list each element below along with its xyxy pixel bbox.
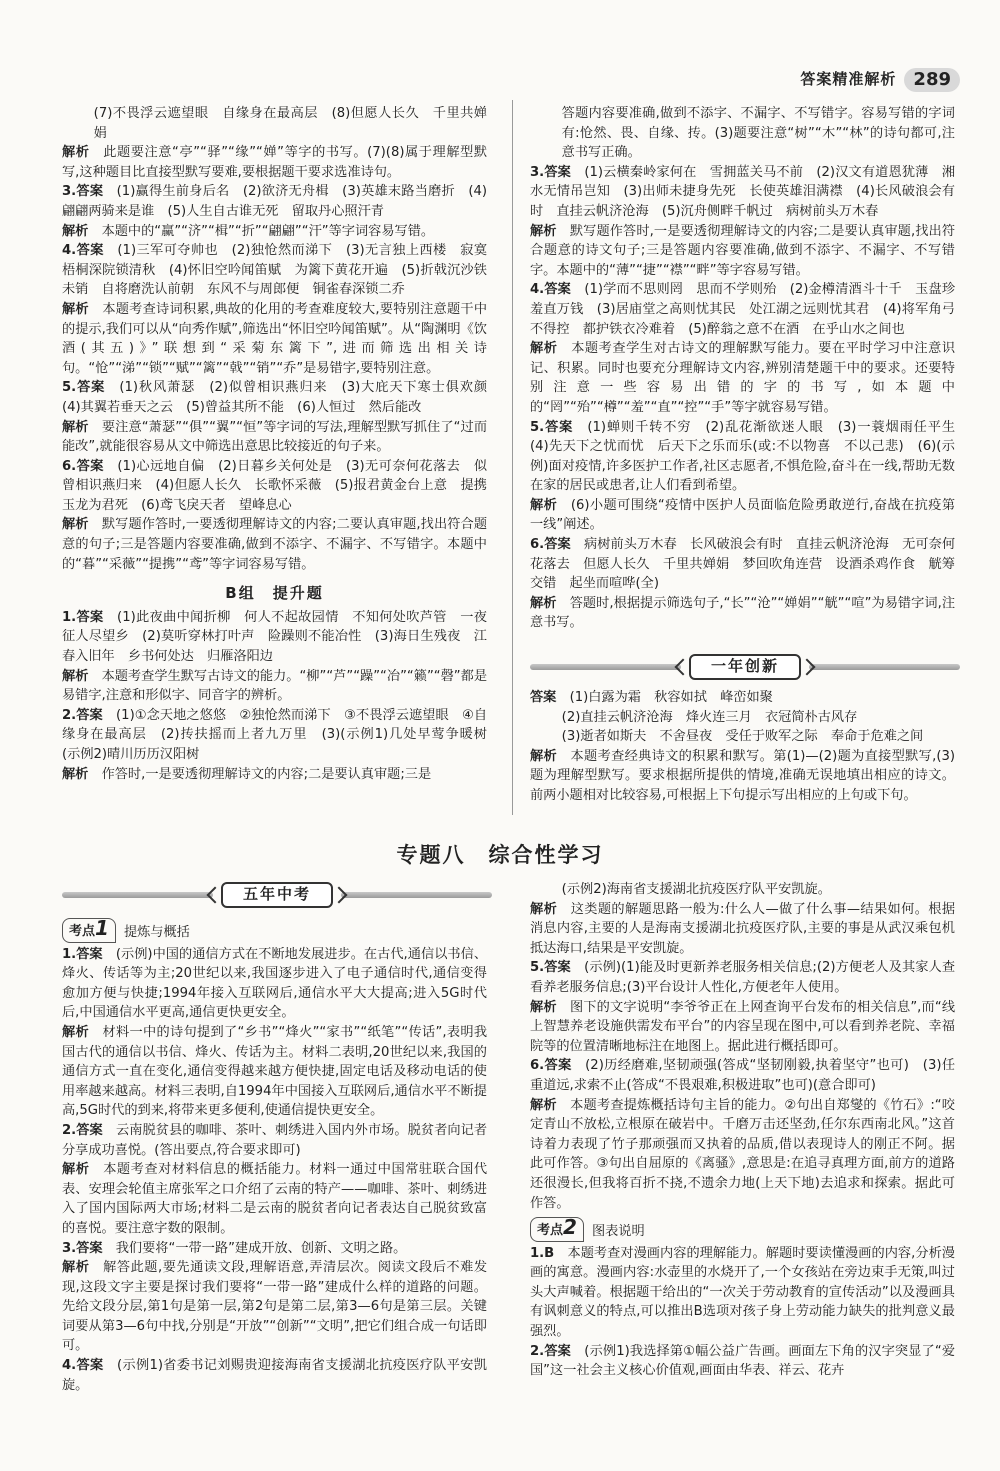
answer-entry xyxy=(530,958,955,997)
answer-entry xyxy=(62,182,487,221)
answer-entry xyxy=(62,765,487,785)
answer-entry xyxy=(530,1096,955,1214)
entry-text: 本题考查学生对古诗文的理解默写能力。要在平时学习中注意识记、积累。同时也要充分理解诗文内容,辨别清楚题干中的要求。还要特别注意一些容易出错的字的书写,如本题中的“罔”“殆”“樽”“羞”“直”“控”“手”等字就容易写错。 xyxy=(530,341,956,415)
entry-label: 解析 xyxy=(530,1097,557,1113)
entry-label: 5.答案 xyxy=(530,960,571,976)
entry-label: 3.答案 xyxy=(530,164,571,180)
entry-text: (1)心远地自偏 (2)日暮乡关何处是 (3)无可奈何花落去 似曾相识燕归来 (4)但愿人长久 长歌怀采薇 (5)报君黄金台上意 提携玉龙为君死 (6)鸢飞戾天者 望峰息心 xyxy=(62,458,488,513)
entry-label: 4.答案 xyxy=(62,243,104,259)
kaodian-1 xyxy=(62,918,487,943)
entry-text: 默写题作答时,一是要透彻理解诗文的内容;二是要认真审题,找出符合题意的诗文句子;三是答题内容要准确,做到不添字、不漏字、不写错字。本题中的“薄”“捷”“襟”“畔”等字容易写错。 xyxy=(530,223,956,278)
answer-entry xyxy=(62,418,487,457)
kaodian-2 xyxy=(530,1217,955,1242)
answer-entry xyxy=(530,535,955,594)
entry-label: 4.答案 xyxy=(530,282,571,298)
entry-text: 作答时,一是要透彻理解诗文的内容;二是要认真审题;三是 xyxy=(101,766,432,782)
group-b-list xyxy=(62,608,501,784)
answer-entry xyxy=(530,1244,955,1342)
entry-text: (2)直挂云帆济沧海 烽火连三月 衣冠简朴古风存 xyxy=(561,709,858,725)
entry-label: 解析 xyxy=(62,419,89,435)
entry-text: 我们要将“一带一路”建成开放、创新、文明之路。 xyxy=(115,1240,407,1256)
answer-entry xyxy=(62,222,487,242)
entry-text: 本题中的“赢”“济”“楫”“折”“翩翩”“汗”等字词容易写错。 xyxy=(101,223,435,239)
kaodian-badge xyxy=(62,918,116,943)
answer-list xyxy=(530,104,969,633)
entry-text: 云南脱贫县的咖啡、茶叶、刺绣进入国内外市场。脱贫者向记者分享成功喜悦。(答出要点,符合要求即可) xyxy=(62,1122,488,1158)
entry-text: (示例1)省委书记刘赐贵迎接海南省支援湖北抗疫医疗队平安凯旋。 xyxy=(62,1358,487,1393)
answer-entry xyxy=(530,998,955,1057)
answer-entry xyxy=(530,594,955,633)
entry-text: 这类题的解题思路一般为:什么人—做了什么事—结果如何。根据消息内容,主要的人是海南支援湖北抗疫医疗队,主要的事是从武汉乘包机抵达海口,结果是平安凯旋。 xyxy=(530,901,956,956)
kaodian-title: 图表说明 xyxy=(591,1224,645,1240)
innovation-banner xyxy=(530,652,960,682)
innovation-tag: 一年创新 xyxy=(689,654,801,680)
entry-label: 解析 xyxy=(62,223,89,239)
entry-label: 解析 xyxy=(62,517,89,533)
entry-label: 解析 xyxy=(530,901,558,917)
entry-text: 本题考查对材料信息的概括能力。材料一通过中国常驻联合国代表、安理会轮值主席张军之口介绍了云南的特产——咖啡、茶叶、刺绣进入了国内国际两大市场;材料二是云南的脱贫者向记者表达自己脱贫致富的喜悦。要注意字数的限制。 xyxy=(62,1162,488,1236)
entry-text: (1)三军可夺帅也 (2)独怆然而涕下 (3)无言独上西楼 寂寞梧桐深院锁清秋 (4)怀旧空吟闻笛赋 为篱下黄花开遍 (5)折戟沉沙铁未销 自将磨洗认前朝 东风不与周郎便 铜雀春深锁二乔 xyxy=(62,243,488,298)
banner-rule xyxy=(341,892,492,898)
answer-entry xyxy=(62,1356,487,1395)
answer-list xyxy=(62,945,487,1396)
entry-label: 解析 xyxy=(62,301,89,317)
entry-label: 5.答案 xyxy=(62,380,106,396)
answer-entry xyxy=(530,747,955,806)
answer-entry xyxy=(530,496,955,535)
kaodian-prefix: 考点 xyxy=(69,924,96,939)
answer-entry xyxy=(530,727,955,747)
entry-label: 1.B xyxy=(530,1245,555,1261)
answer-entry xyxy=(530,339,955,417)
answer-list xyxy=(530,1244,955,1381)
group-b-title: B组 提升题 xyxy=(225,584,324,603)
entry-text: (1)学而不思则罔 思而不学则殆 (2)金樽清酒斗十千 玉盘珍羞直万钱 (3)居庙堂之高则忧其民 处江湖之远则忧其君 (4)将军角弓不得控 都护铁衣冷难着 (5)醉翁之意不在酒 在乎山水之间也 xyxy=(530,282,956,337)
entry-label: 解析 xyxy=(62,145,90,161)
answer-entry xyxy=(530,1342,955,1381)
entry-text: (7)不畏浮云遮望眼 自缘身在最高层 (8)但愿人长久 千里共婵娟 xyxy=(93,106,487,141)
entry-label: 解析 xyxy=(530,595,557,611)
right-column-top xyxy=(530,104,969,633)
entry-text: (3)逝者如斯夫 不舍昼夜 受任于败军之际 奉命于危难之间 xyxy=(561,729,924,745)
entry-label: 解析 xyxy=(530,748,558,764)
entry-text: (1)蝉则千转不穷 (2)乱花渐欲迷人眼 (3)一蓑烟雨任平生 (4)先天下之忧而忧 后天下之乐而乐(或:不以物喜 不以己悲) (6)(示例)面对疫情,许多医护工作者,社区志愿者,不惧危险,奋斗在一线,帮助无数在家的居民或患者,让人们看到希望。 xyxy=(530,419,969,494)
entry-label: 3.答案 xyxy=(62,184,104,200)
answer-entry xyxy=(62,1160,487,1238)
entry-text: (示例)中国的通信方式在不断地发展进步。在古代,通信以书信、烽火、传话等为主;20世纪以来,我国逐步进入了电子通信时代,通信变得愈加方便与快捷;1994年接入互联网后,通信水平大大提高;进入5G时代后,中国通信水平更高,通信更快更安全。 xyxy=(62,946,488,1021)
left-column-bottom xyxy=(62,914,487,1395)
answer-entry xyxy=(530,688,955,708)
entry-label: 解析 xyxy=(62,1024,89,1040)
entry-label: 解析 xyxy=(530,999,557,1015)
answer-entry xyxy=(530,880,955,900)
entry-text: 答题时,根据提示筛选句子,“长”“沧”“婵娟”“觥”“喧”为易错字词,注意书写。 xyxy=(530,595,956,631)
entry-label: 1.答案 xyxy=(62,946,103,962)
entry-label: 答案 xyxy=(530,690,557,705)
answer-entry xyxy=(530,280,955,339)
entry-text: (1)云横秦岭家何在 雪拥蓝关马不前 (2)汉文有道恩犹薄 湘水无情吊岂知 (3)出师未捷身先死 长使英雄泪满襟 (4)长风破浪会有时 直挂云帆济沧海 (5)沉舟侧畔千帆过 病树前头万木春 xyxy=(530,164,956,219)
answer-entry xyxy=(530,1056,955,1095)
five-year-tag: 五年中考 xyxy=(221,882,333,908)
answer-entry xyxy=(62,457,487,516)
banner-rule xyxy=(62,892,213,898)
entry-text: 病树前头万木春 长风破浪会有时 直挂云帆济沧海 无可奈何花落去 但愿人长久 千里共婵娟 梦回吹角连营 设酒杀鸡作食 觥筹交错 起坐而喧哗(全) xyxy=(530,537,956,592)
column-divider xyxy=(512,100,513,815)
entry-label: 解析 xyxy=(530,341,558,357)
entry-text: 要注意“萧瑟”“俱”“翼”“恒”等字词的写法,理解型默写抓住了“过而能改”,就能很容易从文中筛选出意思比较接近的句子来。 xyxy=(62,419,488,455)
answer-entry xyxy=(62,515,487,574)
entry-text: 答题内容要准确,做到不添字、不漏字、不写错字。容易写错的字词有:怆然、畏、自缘、抟。(3)题要注意“树”“木”“林”的诗句都可,注意书写正确。 xyxy=(561,106,955,161)
entry-label: 2.答案 xyxy=(62,1122,103,1138)
entry-text: 本题考查学生默写古诗文的能力。“柳”“芦”“躁”“冶”“籁”“磬”都是易错字,注意和形似字、同音字的辨析。 xyxy=(62,668,488,704)
entry-text: (1)赢得生前身后名 (2)欲济无舟楫 (3)英雄末路当磨折 (4)翩翩两骑来是谁 (5)人生自古谁无死 留取丹心照汗青 xyxy=(62,184,488,219)
entry-label: 解析 xyxy=(530,497,558,513)
kaodian-title: 提炼与概括 xyxy=(123,925,190,940)
entry-label: 解析 xyxy=(62,766,89,782)
entry-text: (6)小题可围绕“疫情中医护人员面临危险勇敢逆行,奋战在抗疫第一线”阐述。 xyxy=(530,497,956,533)
answer-entry xyxy=(62,1258,487,1356)
page-header xyxy=(800,68,960,92)
page-number: 289 xyxy=(904,68,960,92)
entry-label: 3.答案 xyxy=(62,1240,103,1256)
entry-label: 6.答案 xyxy=(530,537,571,553)
entry-text: 本题考查诗词积累,典故的化用的考查难度较大,要特别注意题干中的提示,我们可以从“向秀作赋”,筛选出“怀旧空吟闻笛赋”。从“陶渊明《饮酒(其五)》”联想到“采菊东篱下”,进而筛选出相关诗句。“怆”“涕”“锁”“赋”“篱”“戟”“销”“乔”是易错字,要特别注意。 xyxy=(62,301,488,376)
entry-text: (1)白露为霜 秋容如拭 峰峦如聚 xyxy=(569,690,773,705)
answer-entry xyxy=(530,222,955,281)
entry-text: 解答此题,要先通读文段,理解语意,弄清层次。阅读文段后不难发现,这段文字主要是探讨我们要将“一带一路”建成什么样的道路的问题。先给文段分层,第1句是第一层,第2句是第二层,第3—6句是第三层。关键词要从第3—6句中找,分别是“开放”“创新”“文明”,把它们组合成一句话即可。 xyxy=(62,1260,488,1354)
entry-text: 本题考查对漫画内容的理解能力。解题时要读懂漫画的内容,分析漫画的寓意。漫画内容:水壶里的水烧开了,一个女孩站在旁边束手无策,叫过头大声喊着。根据题干给出的“一次关于劳动教育的宣传活动”以及漫画具有讽刺意义的特点,可以推出B选项对孩子身上劳动能力缺失的批判意义最强烈。 xyxy=(530,1245,955,1340)
entry-label: 2.答案 xyxy=(62,707,103,723)
answer-entry xyxy=(62,104,487,143)
innovation-list xyxy=(530,688,955,806)
kaodian-badge xyxy=(530,1217,584,1242)
answer-entry xyxy=(530,163,955,222)
answer-entry xyxy=(530,104,955,163)
answer-entry xyxy=(530,900,955,959)
entry-text: 图下的文字说明“李爷爷正在上网查询平台发布的相关信息”,而“线上智慧养老设施供需发布平台”的内容呈现在图中,可以看到养老院、幸福院等的位置清晰地标注在地图上。据此进行概括即可。 xyxy=(530,999,956,1054)
entry-text: (1)秋风萧瑟 (2)似曾相识燕归来 (3)大庇天下寒士俱欢颜 (4)其翼若垂天之云 (5)曾益其所不能 (6)人恒过 然后能改 xyxy=(62,380,501,415)
kaodian-number: 2 xyxy=(563,1215,577,1240)
left-column-top xyxy=(62,104,501,784)
entry-text: 材料一中的诗句提到了“乡书”“烽火”“家书”“纸笔”“传话”,表明我国古代的通信以书信、烽火、传话为主。材料二表明,20世纪以来,我国的通信方式一直在变化,通信变得越来越方便快捷,固定电话及移动电话的使用率越来越高。材料三表明,自1994年中国接入互联网后,通信水平不断提高,5G时代的到来,将带来更多便利,使通信提快更安全。 xyxy=(62,1024,488,1119)
entry-label: 6.答案 xyxy=(62,458,104,474)
entry-label: 5.答案 xyxy=(530,419,574,435)
answer-list xyxy=(62,104,501,574)
entry-text: 本题考查经典诗文的积累和默写。第(1)—(2)题为直接型默写,(3)题为理解型默写。要求根据所提供的情境,准确无误地填出相应的诗文。前两小题相对比较容易,可根据上下句提示写出相应的上句或下句。 xyxy=(530,748,956,803)
banner-rule xyxy=(809,664,960,670)
entry-text: (示例2)海南省支援湖北抗疫医疗队平安凯旋。 xyxy=(561,882,831,897)
answer-entry xyxy=(62,706,501,765)
entry-label: 解析 xyxy=(530,223,557,239)
entry-text: 此题要注意“亭”“驿”“缘”“婵”等字的书写。(7)(8)属于理解型默写,这种题目比直接型默写要难,要根据题干要求选准诗句。 xyxy=(62,145,488,180)
right-column-bottom xyxy=(530,880,955,1381)
five-year-banner xyxy=(62,880,492,910)
entry-text: (1)①念天地之悠悠 ②独怆然而涕下 ③不畏浮云遮望眼 ④自缘身在最高层 (2)抟扶摇而上者九万里 (3)(示例1)几处早莺争暖树 (示例2)晴川历历汉阳树 xyxy=(62,707,501,762)
entry-label: 1.答案 xyxy=(62,609,104,625)
entry-label: 2.答案 xyxy=(530,1343,571,1359)
answer-entry xyxy=(62,300,487,378)
banner-rule xyxy=(530,664,681,670)
answer-entry xyxy=(62,241,487,300)
entry-label: 解析 xyxy=(62,1162,90,1178)
answer-entry xyxy=(62,945,487,1023)
entry-label: 4.答案 xyxy=(62,1358,104,1374)
answer-entry xyxy=(530,418,969,496)
entry-label: 解析 xyxy=(62,1260,90,1276)
innovation-block xyxy=(530,688,955,806)
entry-text: (示例)(1)能及时更新养老服务相关信息;(2)方便老人及其家人查看养老服务信息;(3)平台设计人性化,方便老年人使用。 xyxy=(530,960,956,995)
entry-label: 解析 xyxy=(62,668,89,684)
answer-list xyxy=(530,880,955,1213)
answer-entry xyxy=(62,1023,487,1121)
answer-entry xyxy=(62,378,501,417)
entry-label: 6.答案 xyxy=(530,1058,572,1074)
answer-entry xyxy=(530,708,955,728)
entry-text: 默写题作答时,一要透彻理解诗文的内容;二要认真审题,找出符合题意的句子;三是答题内容要准确,做到不添字、不漏字、不写错字。本题中的“暮”“采薇”“提携”“鸢”等字词容易写错。 xyxy=(62,517,488,572)
answer-entry xyxy=(62,1239,487,1259)
answer-entry xyxy=(62,608,487,667)
answer-entry xyxy=(62,667,487,706)
entry-text: (示例1)我选择第①幅公益广告画。画面左下角的汉字突显了“爱国”这一社会主义核心价值观,画面由华表、祥云、花卉 xyxy=(530,1343,956,1379)
entry-text: (2)历经磨难,坚韧顽强(答成“坚韧刚毅,执着坚守”也可) (3)任重道远,求索不止(答成“不畏艰难,积极进取”也可)(意合即可) xyxy=(530,1058,956,1093)
section-title: 专题八 综合性学习 xyxy=(396,843,604,867)
answer-entry xyxy=(62,1121,487,1160)
entry-text: 本题考查提炼概括诗句主旨的能力。②句出自郑燮的《竹石》:“咬定青山不放松,立根原在破岩中。千磨万击还坚劲,任尔东西南北风。”这首诗着力表现了竹子那顽强而又执着的品质,借以表现诗人的刚正不阿。据此可作答。③句出自屈原的《离骚》,意思是:在追寻真理方面,前方的道路还很漫长,但我将百折不挠,不遗余力地(上天下地)去追求和探索。据此可作答。 xyxy=(530,1097,955,1211)
kaodian-number: 1 xyxy=(95,916,109,940)
header-title: 答案精准解析 xyxy=(800,70,897,89)
entry-text: (1)此夜曲中闻折柳 何人不起故园情 不知何处吹芦管 一夜征人尽望乡 (2)莫听穿林打叶声 险躁则不能冶性 (3)海日生残夜 江春入旧年 乡书何处达 归雁洛阳边 xyxy=(62,609,487,665)
answer-entry xyxy=(62,143,487,182)
kaodian-prefix: 考点 xyxy=(537,1223,564,1239)
